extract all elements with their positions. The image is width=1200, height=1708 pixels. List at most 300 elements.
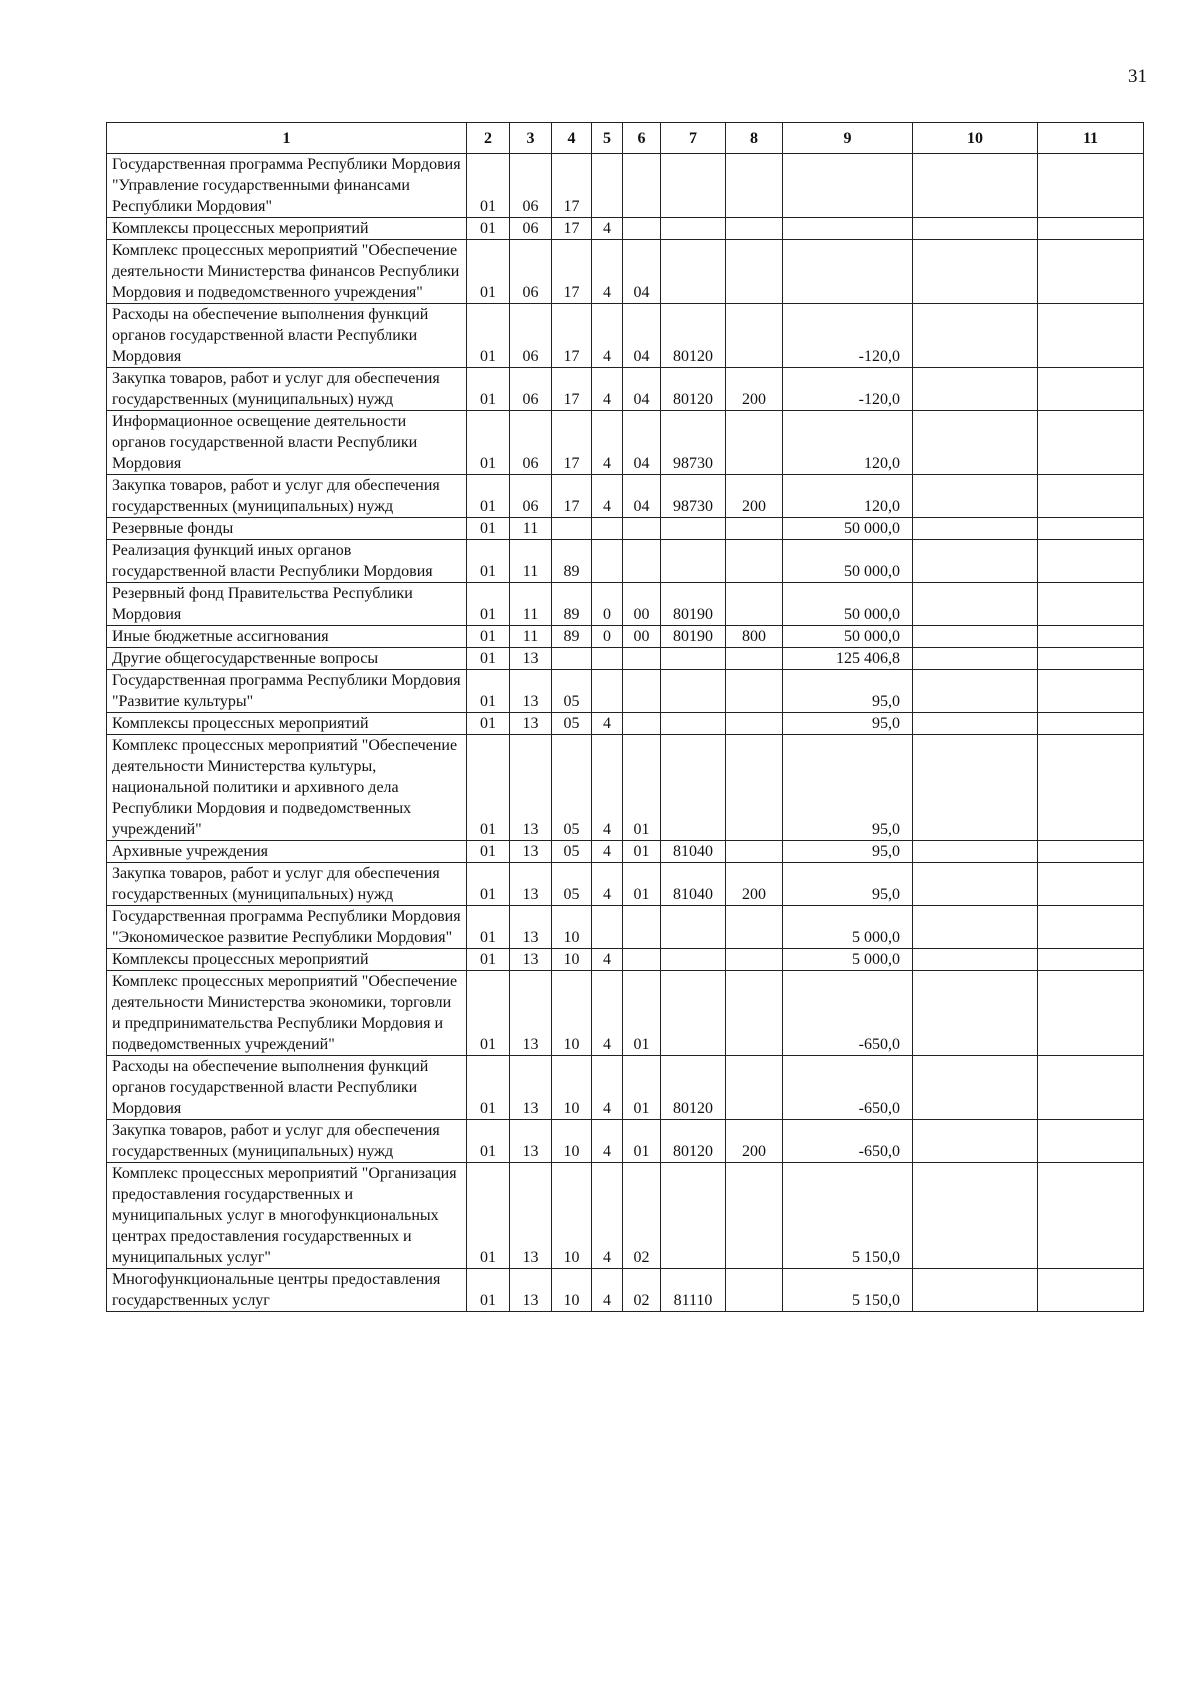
row-name-cell: Комплексы процессных мероприятий [107,713,467,735]
code-cell [661,906,726,949]
code-cell [592,518,623,540]
code-cell: 800 [726,626,783,648]
table-row [107,1163,1144,1269]
amount-cell [1038,411,1144,475]
table-row [107,841,1144,863]
code-cell: 80120 [661,1120,726,1163]
code-cell [661,971,726,1056]
code-cell [726,540,783,583]
code-cell: 200 [726,475,783,518]
code-cell: 01 [623,1056,661,1120]
table-row [107,949,1144,971]
code-cell: 4 [592,841,623,863]
code-cell: 01 [467,411,510,475]
table-row [107,626,1144,648]
amount-cell: -120,0 [783,368,913,411]
code-cell: 10 [552,1056,592,1120]
table-row [107,1269,1144,1312]
amount-cell [913,648,1038,670]
column-header: 2 [467,123,510,154]
row-name-cell: Закупка товаров, работ и услуг для обеспечения государственных (муниципальных) нужд [107,368,467,411]
amount-cell [1038,863,1144,906]
code-cell: 4 [592,971,623,1056]
code-cell [623,518,661,540]
table-row [107,735,1144,841]
table-row [107,540,1144,583]
code-cell: 13 [510,713,552,735]
amount-cell [1038,735,1144,841]
amount-cell: 50 000,0 [783,626,913,648]
row-name-cell: Информационное освещение деятельности органов государственной власти Республики Мордовия [107,411,467,475]
code-cell: 13 [510,1269,552,1312]
code-cell: 01 [467,971,510,1056]
code-cell: 05 [552,841,592,863]
amount-cell: 120,0 [783,411,913,475]
table-row [107,583,1144,626]
amount-cell: 95,0 [783,863,913,906]
code-cell: 17 [552,154,592,218]
code-cell: 17 [552,240,592,304]
code-cell: 01 [467,1120,510,1163]
amount-cell [913,670,1038,713]
code-cell: 01 [467,240,510,304]
code-cell: 4 [592,863,623,906]
code-cell [592,670,623,713]
table-row [107,368,1144,411]
row-name-cell: Комплекс процессных мероприятий "Организация предоставления государственных и муниципальных услуг в многофункциональных центрах предоставления государственных и муниципальных услуг" [107,1163,467,1269]
code-cell: 200 [726,1120,783,1163]
row-name-cell: Комплексы процессных мероприятий [107,218,467,240]
amount-cell [1038,518,1144,540]
code-cell [623,670,661,713]
code-cell [661,518,726,540]
row-name-cell: Комплексы процессных мероприятий [107,949,467,971]
amount-cell [913,1056,1038,1120]
amount-cell [1038,240,1144,304]
code-cell: 13 [510,906,552,949]
code-cell [726,841,783,863]
code-cell [726,304,783,368]
amount-cell: 95,0 [783,713,913,735]
code-cell: 01 [467,841,510,863]
code-cell [661,713,726,735]
code-cell [623,154,661,218]
code-cell: 01 [467,626,510,648]
table-row [107,1056,1144,1120]
amount-cell [783,240,913,304]
code-cell: 01 [467,583,510,626]
row-name-cell: Архивные учреждения [107,841,467,863]
code-cell: 01 [467,648,510,670]
code-cell: 06 [510,368,552,411]
code-cell [661,240,726,304]
code-cell: 10 [552,1269,592,1312]
amount-cell: 5 000,0 [783,906,913,949]
code-cell [661,648,726,670]
code-cell: 06 [510,240,552,304]
code-cell: 13 [510,648,552,670]
amount-cell [1038,583,1144,626]
row-name-cell: Государственная программа Республики Мордовия "Развитие культуры" [107,670,467,713]
code-cell: 06 [510,304,552,368]
column-header: 4 [552,123,592,154]
table-row [107,971,1144,1056]
row-name-cell: Реализация функций иных органов государственной власти Республики Мордовия [107,540,467,583]
code-cell: 11 [510,583,552,626]
code-cell: 0 [592,626,623,648]
column-header: 3 [510,123,552,154]
amount-cell [1038,1163,1144,1269]
amount-cell [913,304,1038,368]
row-name-cell: Многофункциональные центры предоставления государственных услуг [107,1269,467,1312]
amount-cell [913,368,1038,411]
column-header: 9 [783,123,913,154]
code-cell: 4 [592,1120,623,1163]
code-cell: 89 [552,626,592,648]
code-cell: 01 [467,368,510,411]
code-cell: 01 [467,475,510,518]
code-cell: 11 [510,518,552,540]
amount-cell [1038,540,1144,583]
amount-cell: 50 000,0 [783,518,913,540]
row-name-cell: Закупка товаров, работ и услуг для обеспечения государственных (муниципальных) нужд [107,475,467,518]
code-cell: 01 [623,863,661,906]
code-cell: 89 [552,583,592,626]
code-cell: 13 [510,949,552,971]
code-cell: 06 [510,411,552,475]
amount-cell: 95,0 [783,735,913,841]
code-cell: 17 [552,218,592,240]
code-cell: 13 [510,971,552,1056]
amount-cell [783,218,913,240]
code-cell [726,218,783,240]
amount-cell: 120,0 [783,475,913,518]
code-cell: 81040 [661,863,726,906]
code-cell: 01 [467,1163,510,1269]
code-cell: 10 [552,949,592,971]
amount-cell [783,154,913,218]
code-cell: 01 [467,154,510,218]
amount-cell [913,1120,1038,1163]
code-cell: 13 [510,841,552,863]
code-cell [623,648,661,670]
amount-cell [913,583,1038,626]
code-cell: 13 [510,1056,552,1120]
column-header: 5 [592,123,623,154]
column-header: 10 [913,123,1038,154]
table-row [107,648,1144,670]
amount-cell [913,411,1038,475]
amount-cell: -650,0 [783,1120,913,1163]
code-cell: 4 [592,949,623,971]
amount-cell [1038,949,1144,971]
code-cell [592,540,623,583]
code-cell: 05 [552,713,592,735]
code-cell: 05 [552,863,592,906]
code-cell [623,906,661,949]
code-cell [623,540,661,583]
code-cell: 01 [623,971,661,1056]
code-cell: 89 [552,540,592,583]
amount-cell [1038,1120,1144,1163]
code-cell: 10 [552,906,592,949]
code-cell: 10 [552,971,592,1056]
code-cell: 80120 [661,1056,726,1120]
code-cell: 01 [467,218,510,240]
amount-cell [913,154,1038,218]
amount-cell [1038,626,1144,648]
code-cell [726,518,783,540]
table-row [107,906,1144,949]
code-cell: 11 [510,626,552,648]
amount-cell: 95,0 [783,841,913,863]
amount-cell: 95,0 [783,670,913,713]
amount-cell [1038,841,1144,863]
row-name-cell: Комплекс процессных мероприятий "Обеспечение деятельности Министерства культуры, национальной политики и архивного дела Республики Мордовия и подведомственных учреждений" [107,735,467,841]
code-cell [726,949,783,971]
code-cell: 01 [467,713,510,735]
amount-cell [913,735,1038,841]
table-row [107,713,1144,735]
amount-cell [913,240,1038,304]
code-cell: 17 [552,411,592,475]
code-cell [592,154,623,218]
amount-cell [913,540,1038,583]
code-cell: 01 [467,304,510,368]
code-cell [726,1163,783,1269]
code-cell: 17 [552,475,592,518]
code-cell: 17 [552,368,592,411]
amount-cell [913,1269,1038,1312]
column-header: 1 [107,123,467,154]
code-cell: 98730 [661,411,726,475]
code-cell: 4 [592,411,623,475]
column-header: 7 [661,123,726,154]
code-cell: 80120 [661,368,726,411]
code-cell: 98730 [661,475,726,518]
amount-cell [1038,368,1144,411]
code-cell [726,648,783,670]
code-cell [592,648,623,670]
row-name-cell: Расходы на обеспечение выполнения функций органов государственной власти Республики Мордовия [107,1056,467,1120]
table-row [107,670,1144,713]
code-cell [726,240,783,304]
code-cell: 4 [592,1163,623,1269]
row-name-cell: Иные бюджетные ассигнования [107,626,467,648]
code-cell [726,583,783,626]
code-cell: 00 [623,583,661,626]
code-cell: 06 [510,475,552,518]
amount-cell [1038,304,1144,368]
code-cell: 01 [467,735,510,841]
header-row [107,123,1144,154]
code-cell [552,648,592,670]
code-cell: 200 [726,368,783,411]
code-cell: 01 [467,1056,510,1120]
amount-cell [1038,713,1144,735]
table-body [107,154,1144,1312]
column-header: 6 [623,123,661,154]
amount-cell [913,971,1038,1056]
table-row [107,304,1144,368]
amount-cell: -650,0 [783,1056,913,1120]
table-row [107,475,1144,518]
table-row [107,218,1144,240]
amount-cell: 125 406,8 [783,648,913,670]
code-cell [552,518,592,540]
amount-cell [913,518,1038,540]
code-cell: 200 [726,863,783,906]
code-cell: 4 [592,1056,623,1120]
code-cell: 4 [592,304,623,368]
amount-cell: 5 150,0 [783,1269,913,1312]
code-cell [623,713,661,735]
code-cell: 01 [467,540,510,583]
page-number: 31 [1128,66,1147,87]
code-cell [726,971,783,1056]
table-row [107,518,1144,540]
amount-cell [1038,906,1144,949]
amount-cell [1038,154,1144,218]
code-cell: 04 [623,304,661,368]
code-cell: 17 [552,304,592,368]
code-cell [661,218,726,240]
column-header: 8 [726,123,783,154]
code-cell: 01 [467,670,510,713]
amount-cell [1038,1056,1144,1120]
code-cell: 00 [623,626,661,648]
code-cell [726,735,783,841]
amount-cell: -120,0 [783,304,913,368]
code-cell: 4 [592,475,623,518]
amount-cell [1038,971,1144,1056]
row-name-cell: Резервный фонд Правительства Республики Мордовия [107,583,467,626]
row-name-cell: Другие общегосударственные вопросы [107,648,467,670]
row-name-cell: Расходы на обеспечение выполнения функций органов государственной власти Республики Мордовия [107,304,467,368]
code-cell: 13 [510,1120,552,1163]
code-cell: 11 [510,540,552,583]
code-cell: 01 [467,518,510,540]
code-cell: 04 [623,368,661,411]
amount-cell [1038,648,1144,670]
code-cell: 01 [467,949,510,971]
amount-cell [913,906,1038,949]
code-cell: 4 [592,218,623,240]
amount-cell [1038,1269,1144,1312]
code-cell [726,670,783,713]
code-cell: 0 [592,583,623,626]
amount-cell [1038,475,1144,518]
code-cell: 10 [552,1163,592,1269]
code-cell [726,154,783,218]
amount-cell [913,1163,1038,1269]
code-cell [623,949,661,971]
code-cell: 4 [592,735,623,841]
code-cell: 4 [592,368,623,411]
code-cell [661,1163,726,1269]
amount-cell: 50 000,0 [783,540,913,583]
code-cell: 81040 [661,841,726,863]
table-row [107,1120,1144,1163]
code-cell [661,735,726,841]
code-cell: 01 [623,841,661,863]
code-cell: 13 [510,670,552,713]
row-name-cell: Закупка товаров, работ и услуг для обеспечения государственных (муниципальных) нужд [107,863,467,906]
code-cell: 01 [467,1269,510,1312]
code-cell [726,411,783,475]
code-cell: 13 [510,735,552,841]
amount-cell: 50 000,0 [783,583,913,626]
code-cell [726,713,783,735]
amount-cell: 5 000,0 [783,949,913,971]
code-cell: 01 [623,1120,661,1163]
code-cell: 01 [467,906,510,949]
code-cell: 04 [623,475,661,518]
code-cell [726,1056,783,1120]
row-name-cell: Государственная программа Республики Мордовия "Экономическое развитие Республики Мордовия" [107,906,467,949]
code-cell: 05 [552,735,592,841]
code-cell [726,1269,783,1312]
code-cell: 04 [623,411,661,475]
amount-cell [913,218,1038,240]
row-name-cell: Комплекс процессных мероприятий "Обеспечение деятельности Министерства финансов Республики Мордовия и подведомственного учреждения" [107,240,467,304]
code-cell: 02 [623,1269,661,1312]
code-cell: 02 [623,1163,661,1269]
amount-cell [1038,218,1144,240]
budget-table [106,122,1144,1312]
code-cell [592,906,623,949]
table-row [107,863,1144,906]
code-cell [661,540,726,583]
amount-cell [913,626,1038,648]
code-cell: 80190 [661,626,726,648]
code-cell [661,949,726,971]
amount-cell: -650,0 [783,971,913,1056]
row-name-cell: Закупка товаров, работ и услуг для обеспечения государственных (муниципальных) нужд [107,1120,467,1163]
column-header: 11 [1038,123,1144,154]
code-cell [726,906,783,949]
amount-cell: 5 150,0 [783,1163,913,1269]
code-cell: 05 [552,670,592,713]
code-cell [661,154,726,218]
code-cell: 06 [510,218,552,240]
code-cell: 80120 [661,304,726,368]
table-row [107,240,1144,304]
code-cell [661,670,726,713]
code-cell [623,218,661,240]
code-cell: 06 [510,154,552,218]
amount-cell [913,713,1038,735]
table-row [107,411,1144,475]
row-name-cell: Резервные фонды [107,518,467,540]
amount-cell [913,841,1038,863]
code-cell: 81110 [661,1269,726,1312]
row-name-cell: Государственная программа Республики Мордовия "Управление государственными финансами Республики Мордовия" [107,154,467,218]
row-name-cell: Комплекс процессных мероприятий "Обеспечение деятельности Министерства экономики, торговли и предпринимательства Республики Мордовия и подведомственных учреждений" [107,971,467,1056]
amount-cell [1038,670,1144,713]
code-cell: 4 [592,1269,623,1312]
code-cell: 4 [592,240,623,304]
code-cell: 04 [623,240,661,304]
code-cell: 80190 [661,583,726,626]
amount-cell [913,863,1038,906]
code-cell: 4 [592,713,623,735]
code-cell: 10 [552,1120,592,1163]
code-cell: 01 [623,735,661,841]
amount-cell [913,475,1038,518]
code-cell: 13 [510,863,552,906]
amount-cell [913,949,1038,971]
